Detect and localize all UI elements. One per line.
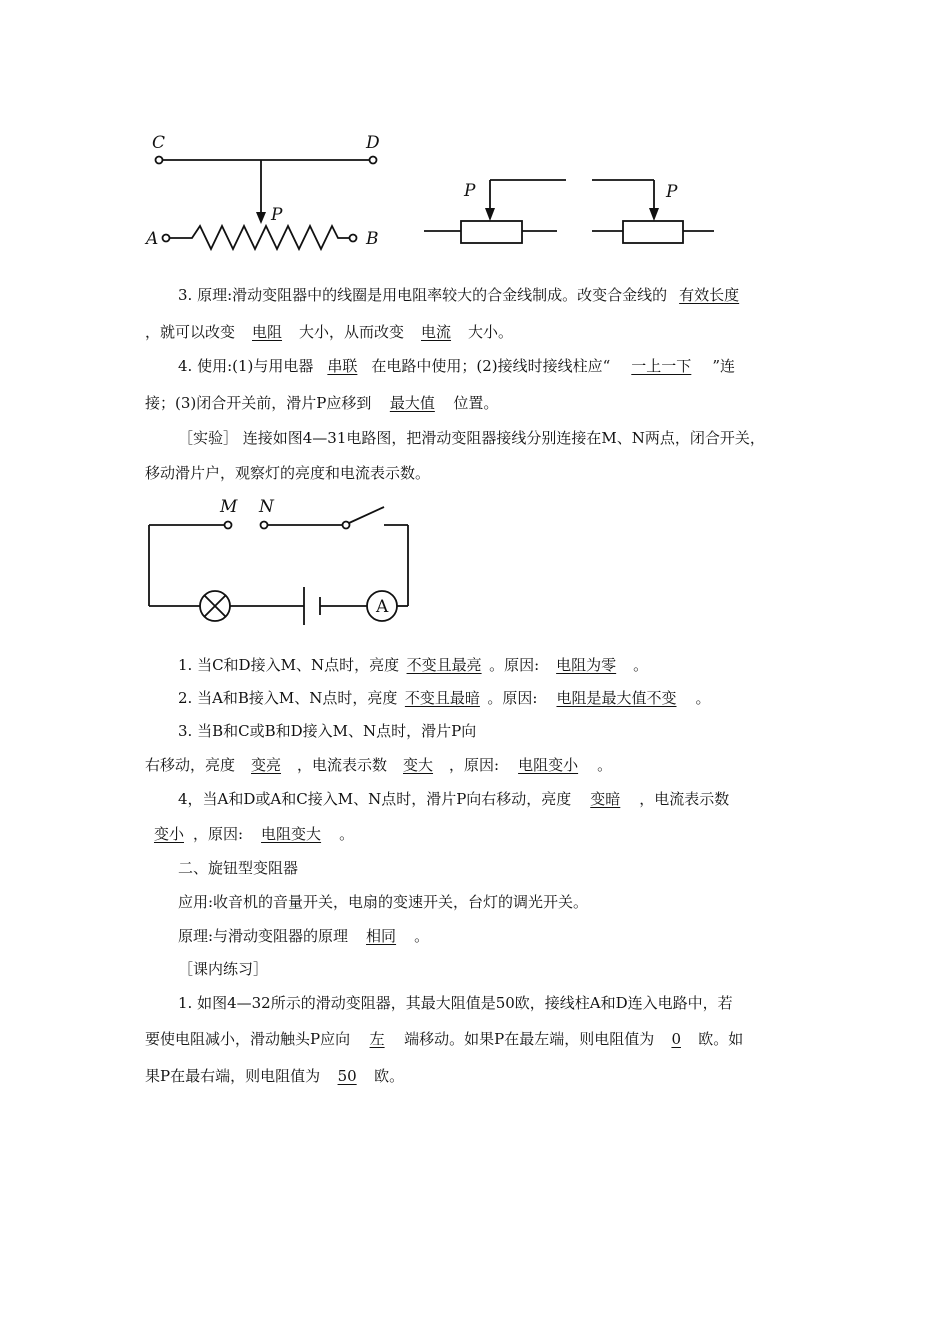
question-3-line-2: 右移动，亮度 变亮 ，电流表示数 变大 ，原因: 电阻变小 。 (145, 756, 613, 774)
answer-blank: 左 (369, 1030, 385, 1048)
left-symbol-p-label: P (464, 181, 476, 201)
principle-line-2: ，就可以改变 电阻 大小，从而改变 电流 大小。 (145, 323, 514, 341)
section-2-application: 应用:收音机的音量开关，电扇的变速开关，台灯的调光开关。 (178, 893, 589, 911)
answer-blank: 最大值 (389, 394, 435, 412)
section-2-title: 二、旋钮型变阻器 (178, 859, 299, 877)
answer-blank: 串联 (327, 357, 358, 375)
answer-blank: 0 (671, 1030, 681, 1048)
right-symbol-p-label: P (666, 182, 678, 202)
rheostat-diagram (140, 128, 400, 258)
answer-blank: 电流 (421, 323, 452, 341)
point-n-label: N (259, 497, 274, 517)
question-4-line-1: 4，当A和D或A和C接入M、N点时，滑片P向右移动，亮度 变暗 ，电流表示数 (178, 790, 730, 808)
answer-blank: 变大 (403, 756, 434, 774)
rheostat-symbols (420, 170, 720, 250)
slider-p-label: P (271, 205, 283, 225)
usage-line-1: 4. 使用:(1)与用电器 串联 在电路中使用；(2)接线时接线柱应“ 一上一下 ”连 (178, 357, 735, 375)
exercise-line-3: 果P在最右端，则电阻值为 50 欧。 (145, 1067, 405, 1085)
exercise-line-1: 1. 如图4—32所示的滑动变阻器，其最大阻值是50欧，接线柱A和D连入电路中，若 (178, 994, 733, 1012)
answer-blank: 相同 (366, 927, 397, 945)
answer-blank: 不变且最亮 (406, 656, 482, 674)
answer-blank: 电阻变大 (261, 825, 322, 843)
circuit-diagram (140, 495, 425, 625)
question-1: 1. 当C和D接入M、N点时，亮度 不变且最亮 。原因: 电阻为零 。 (178, 656, 649, 674)
question-4-line-2: 变小 ，原因: 电阻变大 。 (145, 824, 354, 844)
answer-blank: 一上一下 (631, 357, 692, 375)
terminal-a-label: A (146, 229, 159, 249)
answer-blank: 变小 (153, 825, 184, 843)
terminal-d-label: D (366, 133, 380, 153)
answer-blank: 电阻 (252, 323, 283, 341)
ammeter-a-label: A (376, 597, 389, 617)
answer-blank: 电阻为零 (556, 656, 617, 674)
experiment-line-2: 移动滑片户，观察灯的亮度和电流表示数。 (145, 464, 431, 482)
question-3-line-1: 3. 当B和C或B和D接入M、N点时，滑片P向 (178, 722, 477, 740)
experiment-line-1: ［实验］ 连接如图4—31电路图，把滑动变阻器接线分别连接在M、N两点，闭合开关， (178, 429, 765, 447)
answer-blank: 不变且最暗 (404, 689, 480, 707)
point-m-label: M (220, 497, 238, 517)
terminal-b-label: B (366, 229, 379, 249)
section-2-principle: 原理:与滑动变阻器的原理 相同 。 (178, 927, 430, 945)
answer-blank: 电阻是最大值不变 (556, 689, 677, 707)
exercise-heading: ［课内练习］ (178, 960, 269, 978)
answer-blank: 变亮 (251, 756, 282, 774)
usage-line-2: 接；(3)闭合开关前，滑片P应移到 最大值 位置。 (145, 394, 499, 412)
terminal-c-label: C (152, 133, 166, 153)
principle-line-1: 3. 原理:滑动变阻器中的线圈是用电阻率较大的合金线制成。改变合金线的 有效长度 (178, 285, 751, 305)
answer-blank: 有效长度 (679, 286, 740, 304)
answer-blank: 电阻变小 (518, 756, 579, 774)
exercise-line-2: 要使电阻减小，滑动触头P应向 左 端移动。如果P在最左端，则电阻值为 0 欧。如 (145, 1030, 744, 1048)
answer-blank: 变暗 (590, 790, 621, 808)
answer-blank: 50 (337, 1067, 357, 1085)
question-2: 2. 当A和B接入M、N点时，亮度 不变且最暗 。原因: 电阻是最大值不变 。 (178, 689, 711, 707)
